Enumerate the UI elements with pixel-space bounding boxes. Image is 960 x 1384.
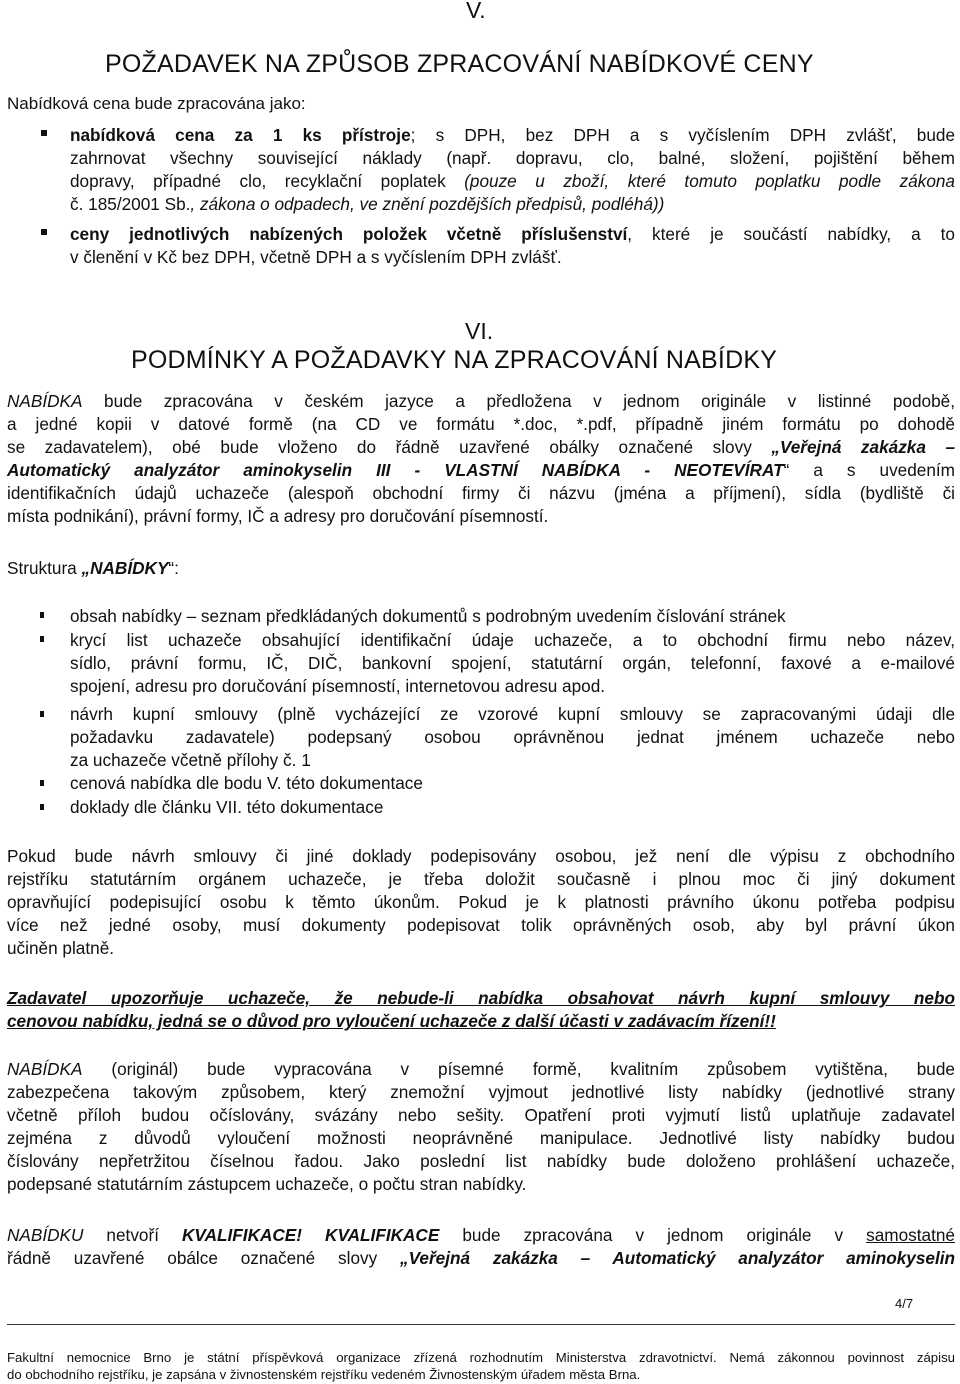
section-v-number: V.: [466, 0, 486, 23]
p1-line5: identifikačních údajů uchazeče (alespoň obchodní firmy či názvu (jména a příjmení), sídla (bydliště či: [7, 483, 955, 503]
structure-item-5-text: doklady dle článku VII. této dokumentace: [70, 797, 384, 817]
bullet-square-icon: [41, 229, 47, 235]
p4-keyword-2: KVALIFIKACE! KVALIFIKACE: [182, 1225, 440, 1245]
section-v-intro: Nabídková cena bude zpracována jako:: [7, 94, 306, 113]
bullet-2-text: , které je součástí nabídky, a to: [627, 224, 955, 244]
bullet-square-icon: [40, 804, 44, 810]
p1-line3b: „Veřejná zakázka –: [771, 437, 955, 457]
price-bullet-2: [70, 223, 955, 269]
p1-line4-rest: “ a s uvedením: [783, 460, 955, 480]
p4-text-a: netvoří: [83, 1225, 183, 1245]
p1-line2: a jedné kopii v datové formě (na CD ve formátu *.doc, *.pdf, případně jiném formátu po dohodě: [7, 414, 955, 434]
structure-item-1-text: obsah nabídky – seznam předkládaných dokumentů s podrobným uvedením číslování stránek: [70, 606, 786, 626]
offer-keyword: NABÍDKA: [7, 391, 83, 411]
structure-item-2: [70, 629, 955, 698]
offer-paragraph-2: [7, 1058, 955, 1196]
warning-line1: Zadavatel upozorňuje uchazeče, že nebude-li nabídka obsahovat návrh kupní smlouvy nebo: [7, 988, 955, 1008]
p1-line4-bold: Automatický analyzátor aminokyselin III - VLASTNÍ NABÍDKA - NEOTEVÍRAT: [7, 460, 784, 480]
section-vi-title: PODMÍNKY A POŽADAVKY NA ZPRACOVÁNÍ NABÍDKY: [131, 346, 778, 374]
structure-item-3: [70, 703, 955, 772]
p1-line1: bude zpracována v českém jazyce a předložena v jednom originále v listinné podobě,: [82, 391, 955, 411]
bullet-square-icon: [40, 636, 44, 642]
section-v-title: POŽADAVEK NA ZPŮSOB ZPRACOVÁNÍ NABÍDKOVÉ CENY: [105, 50, 814, 78]
structure-item-2-line1: krycí list uchazeče obsahující identifikační údaje uchazeče, a to obchodní firmu nebo název,: [70, 630, 955, 650]
p4-line2-a: řádně uzavřené obálce označené slovy: [7, 1248, 400, 1268]
footer-line1: Fakultní nemocnice Brno je státní příspěvková organizace zřízená rozhodnutím Ministerstva zdravotnictví. Nemá zákonnou povinnost zápisu: [7, 1350, 955, 1365]
page-number: 4/7: [895, 1296, 914, 1311]
p2-line1: Pokud bude návrh smlouvy či jiné doklady podepisovány osobou, jež není dle výpisu z obchodního: [7, 846, 955, 866]
structure-item-3-line1: návrh kupní smlouvy (plně vycházející ze vzorové kupní smlouvy se zapracovanými údaji dle: [70, 704, 955, 724]
structure-item-1: [70, 605, 955, 628]
p1-line3a: se zadavatelem), obé bude vloženo do řádně uzavřené obálky označené slovy: [7, 437, 772, 457]
bullet-1-line3b: (pouze u zboží, které tomuto poplatku podle zákona: [464, 171, 955, 191]
structure-item-2-line2: sídlo, právní formu, IČ, DIČ, bankovní spojení, statutární orgán, telefonní, faxové a e-mailové: [70, 653, 955, 673]
p4-underlined: samostatné: [866, 1225, 955, 1245]
structure-item-3-line2: požadavku zadavatele) podepsaný osobou oprávněnou jednat jménem uchazeče nebo: [70, 727, 955, 747]
structure-label-text: Struktura: [7, 558, 82, 578]
p2-line4: více než jedné osoby, musí dokumenty podepisovat tolik oprávněných osob, aby byl právní úkon: [7, 915, 955, 935]
p3-line4: zejména z důvodů vyloučení možnosti neoprávněné manipulace. Jednotlivé listy nabídky budou: [7, 1128, 955, 1148]
footer-line2: do obchodního rejstříku, je zapsána v živnostenském rejstříku vedeném Živnostenským úřadem města Brna.: [7, 1367, 641, 1382]
p4-text-c: bude zpracována v jednom originále v: [439, 1225, 867, 1245]
structure-item-2-line3: spojení, adresu pro doručování písemností, internetovou adresu apod.: [70, 676, 606, 696]
structure-item-5: [70, 796, 955, 819]
bullet-square-icon: [40, 711, 44, 717]
structure-label-end: “:: [168, 558, 179, 578]
p3-line2: zabezpečena takovým způsobem, který znemožní vyjmout jednotlivé listy nabídky (jednotlivé strany: [7, 1082, 955, 1102]
qualification-paragraph: [7, 1224, 955, 1270]
p3-line5: číslovány nepřetržitou číselnou řadou. Jako poslední list nabídky bude doloženo prohlášení uchazeče,: [7, 1151, 955, 1171]
structure-label: [7, 557, 179, 579]
bullet-square-icon: [41, 130, 47, 136]
offer-paragraph-1: [7, 390, 955, 528]
structure-item-4: [70, 772, 955, 795]
footer: [7, 1349, 955, 1383]
bullet-square-icon: [40, 780, 44, 786]
p4-line2-b: „Veřejná zakázka – Automatický analyzátor aminokyselin: [400, 1248, 956, 1268]
warning-paragraph: [7, 987, 955, 1033]
p2-line3: opravňující podepisující osobu k těmto úkonům. Pokud je k platnosti právního úkonu potřeba podpisu: [7, 892, 955, 912]
p4-keyword-1: NABÍDKU: [7, 1225, 84, 1245]
bullet-1-bold: nabídková cena za 1 ks přístroje: [70, 125, 411, 145]
p2-line5: učiněn platně.: [7, 938, 115, 958]
bullet-1-line4b: , zákona o odpadech, ve znění pozdějších předpisů, podléhá)): [190, 194, 665, 214]
p3-line6: podepsané statutárním zástupcem uchazeče, o počtu stran nabídky.: [7, 1174, 527, 1194]
p1-line6: místa podnikání), právní formy, IČ a adresy pro doručování písemností.: [7, 506, 549, 526]
warning-line2: cenovou nabídku, jedná se o důvod pro vyloučení uchazeče z další účasti v zadávacím řízení!!: [7, 1011, 776, 1031]
p3-line1: (originál) bude vypracována v písemné formě, kvalitním způsobem vytištěna, bude: [82, 1059, 955, 1079]
price-bullet-1: [70, 124, 955, 216]
bullet-2-bold: ceny jednotlivých nabízených položek včetně příslušenství: [70, 224, 628, 244]
section-vi-number: VI.: [465, 318, 494, 344]
structure-item-4-text: cenová nabídka dle bodu V. této dokumentace: [70, 773, 423, 793]
bullet-1-line3a: dopravy, případné clo, recyklační poplatek: [70, 171, 465, 191]
bullet-1-line2: zahrnovat všechny související náklady (např. dopravu, clo, balné, složení, pojištění během: [70, 148, 955, 168]
offer-keyword-2: NABÍDKA: [7, 1059, 83, 1079]
footer-divider: [7, 1324, 955, 1325]
signature-paragraph: [7, 845, 955, 960]
bullet-2-line2: v členění v Kč bez DPH, včetně DPH a s vyčíslením DPH zvlášť.: [70, 247, 562, 267]
bullet-1-text: ; s DPH, bez DPH a s vyčíslením DPH zvlášť, bude: [410, 125, 956, 145]
p3-line3: včetně příloh budou očíslovány, svázány nebo sešity. Opatření proti vyjmutí listů uplatňuje zadavatel: [7, 1105, 955, 1125]
structure-label-keyword: „NABÍDKY: [81, 558, 169, 578]
bullet-square-icon: [40, 612, 44, 618]
structure-item-3-line3: za uchazeče včetně přílohy č. 1: [70, 750, 311, 770]
bullet-1-line4a: č. 185/2001 Sb.: [70, 194, 191, 214]
p2-line2: rejstříku statutárním orgánem uchazeče, je třeba doložit současně i plnou moc či jiný dokument: [7, 869, 955, 889]
